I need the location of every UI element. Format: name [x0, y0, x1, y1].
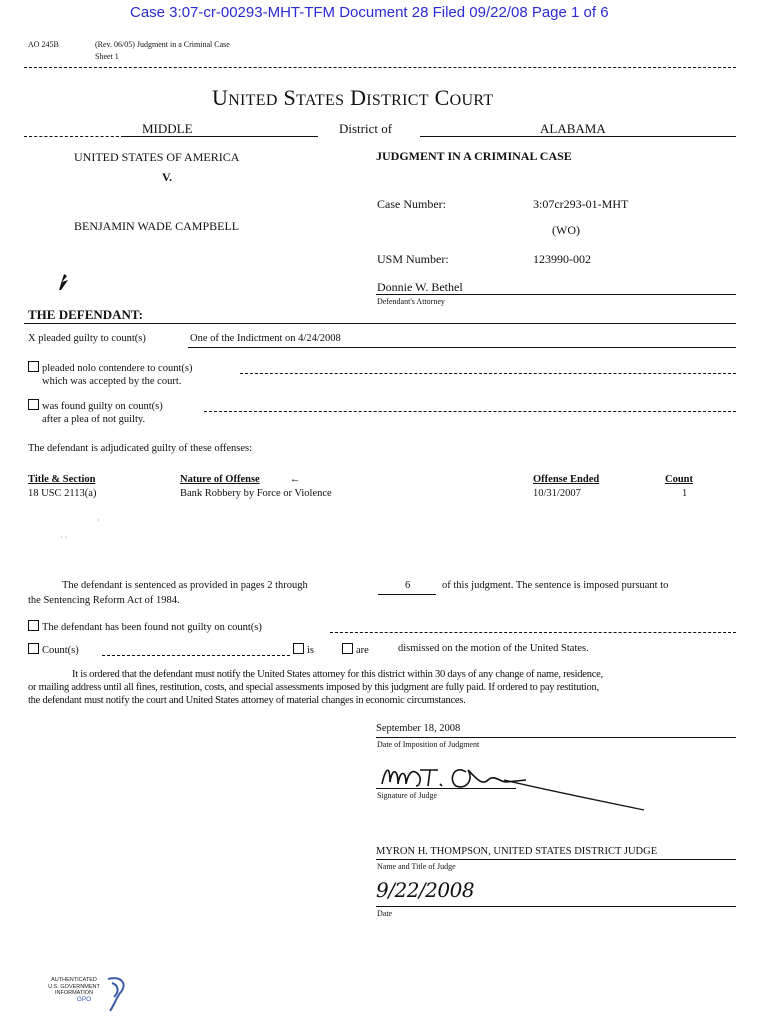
judge-name-rule: [376, 859, 736, 860]
col-count: Count: [665, 474, 694, 485]
pleaded-guilty-rule: [188, 347, 736, 348]
signature-label: Signature of Judge: [377, 791, 437, 800]
attorney-label: Defendant's Attorney: [377, 297, 445, 306]
imposition-label: Date of Imposition of Judgment: [377, 740, 480, 749]
sentence-pages: 6: [405, 580, 411, 591]
offense-count: 1: [682, 488, 688, 499]
counts-dash: [102, 655, 290, 656]
form-sheet: Sheet 1: [95, 52, 119, 61]
district-division: MIDDLE: [142, 121, 193, 136]
are-checkbox[interactable]: [342, 643, 353, 654]
district-label: District of: [339, 121, 393, 136]
found-guilty-checkbox[interactable]: [28, 399, 39, 410]
imposition-date: September 18, 2008: [376, 723, 461, 734]
judge-signature: [376, 756, 656, 816]
offense-title: 18 USC 2113(a): [28, 488, 97, 499]
order-line-3: the defendant must notify the court and United States attorney of material changes in economic circumstances.: [28, 695, 466, 706]
col-title-section: Title & Section: [28, 474, 96, 485]
dismissed-text: dismissed on the motion of the United States.: [398, 643, 589, 654]
col-offense-ended: Offense Ended: [533, 474, 600, 485]
gpo-line-3: INFORMATION: [54, 990, 94, 996]
not-guilty-checkbox[interactable]: [28, 620, 39, 631]
defendant-name: BENJAMIN WADE CAMPBELL: [74, 219, 240, 233]
speck: · ·: [60, 533, 68, 542]
case-number-label: Case Number:: [377, 197, 446, 211]
district-rule: [124, 136, 318, 137]
state-rule: [420, 136, 736, 137]
pleaded-guilty-row: X pleaded guilty to count(s): [28, 333, 146, 344]
col-nature: Nature of Offense: [180, 474, 260, 485]
case-suffix: (WO): [552, 223, 580, 237]
section-divider: [24, 323, 736, 324]
found-guilty-dash: [204, 411, 736, 412]
order-line-1: It is ordered that the defendant must notify the United States attorney for this district within 30 days of any change of name, residence,: [72, 669, 603, 680]
form-revision: (Rev. 06/05) Judgment in a Criminal Case: [95, 40, 230, 49]
district-dash: [24, 136, 124, 137]
form-id: AO 245B: [28, 40, 59, 49]
nolo-row: pleaded nolo contendere to count(s): [28, 361, 192, 374]
order-line-2: or mailing address until all fines, restitution, costs, and special assessments imposed by this judgment are fully paid. If ordered to pay restitution,: [28, 682, 599, 693]
attorney-rule: [376, 294, 736, 295]
nolo-checkbox[interactable]: [28, 361, 39, 372]
doc-title: JUDGMENT IN A CRIMINAL CASE: [376, 149, 572, 163]
offense-nature: Bank Robbery by Force or Violence: [180, 488, 332, 499]
gpo-authentication-seal: [40, 975, 130, 1015]
district-state: ALABAMA: [540, 121, 606, 136]
sentence-text-b: of this judgment. The sentence is imposed pursuant to: [442, 580, 669, 591]
defendant-heading: THE DEFENDANT:: [28, 307, 143, 322]
stray-mark: [56, 272, 70, 292]
nolo-sub: which was accepted by the court.: [42, 376, 182, 387]
are-row: are: [342, 643, 369, 656]
case-number: 3:07cr293-01-MHT: [533, 197, 629, 211]
speck: ·: [97, 516, 100, 525]
found-guilty-sub: after a plea of not guilty.: [42, 414, 146, 425]
header-divider: [24, 67, 736, 68]
usm-number: 123990-002: [533, 252, 591, 266]
found-guilty-row: was found guilty on count(s): [28, 399, 163, 412]
versus: V.: [162, 170, 173, 184]
sentence-text-c: the Sentencing Reform Act of 1984.: [28, 595, 180, 606]
sentence-text-a: The defendant is sentenced as provided in pages 2 through: [62, 580, 308, 591]
imposition-rule: [376, 737, 736, 738]
offense-ended: 10/31/2007: [533, 488, 581, 499]
court-title: UNITED STATES DISTRICT COURT: [212, 85, 494, 110]
nolo-dash: [240, 373, 736, 374]
judge-name-label: Name and Title of Judge: [377, 862, 456, 871]
date-rule: [376, 906, 736, 907]
filing-stamp: Case 3:07-cr-00293-MHT-TFM Document 28 Filed 09/22/08 Page 1 of 6: [130, 4, 609, 21]
adjudicated-text: The defendant is adjudicated guilty of these offenses:: [28, 443, 253, 454]
pages-rule: [378, 594, 436, 595]
date-label: Date: [377, 909, 393, 918]
counts-row: Count(s): [28, 643, 79, 656]
gpo-line-2: U.S. GOVERNMENT: [48, 983, 100, 990]
usm-label: USM Number:: [377, 252, 449, 266]
attorney-name: Donnie W. Bethel: [377, 280, 463, 294]
is-row: is: [293, 643, 314, 656]
arrow-mark: ←: [290, 474, 301, 485]
judge-name: MYRON H. THOMPSON, UNITED STATES DISTRICT JUDGE: [376, 846, 658, 857]
gpo-line-4: GPO: [76, 995, 92, 1003]
plaintiff: UNITED STATES OF AMERICA: [74, 150, 240, 164]
pleaded-guilty-value: One of the Indictment on 4/24/2008: [190, 333, 341, 344]
not-guilty-row: The defendant has been found not guilty on count(s): [28, 620, 262, 633]
is-checkbox[interactable]: [293, 643, 304, 654]
counts-checkbox[interactable]: [28, 643, 39, 654]
gpo-line-1: AUTHENTICATED: [51, 977, 97, 983]
signature-rule: [376, 788, 516, 789]
handwritten-date: 9/22/2008: [376, 878, 475, 902]
not-guilty-dash: [330, 632, 736, 633]
pleaded-guilty-mark[interactable]: X: [28, 333, 36, 344]
